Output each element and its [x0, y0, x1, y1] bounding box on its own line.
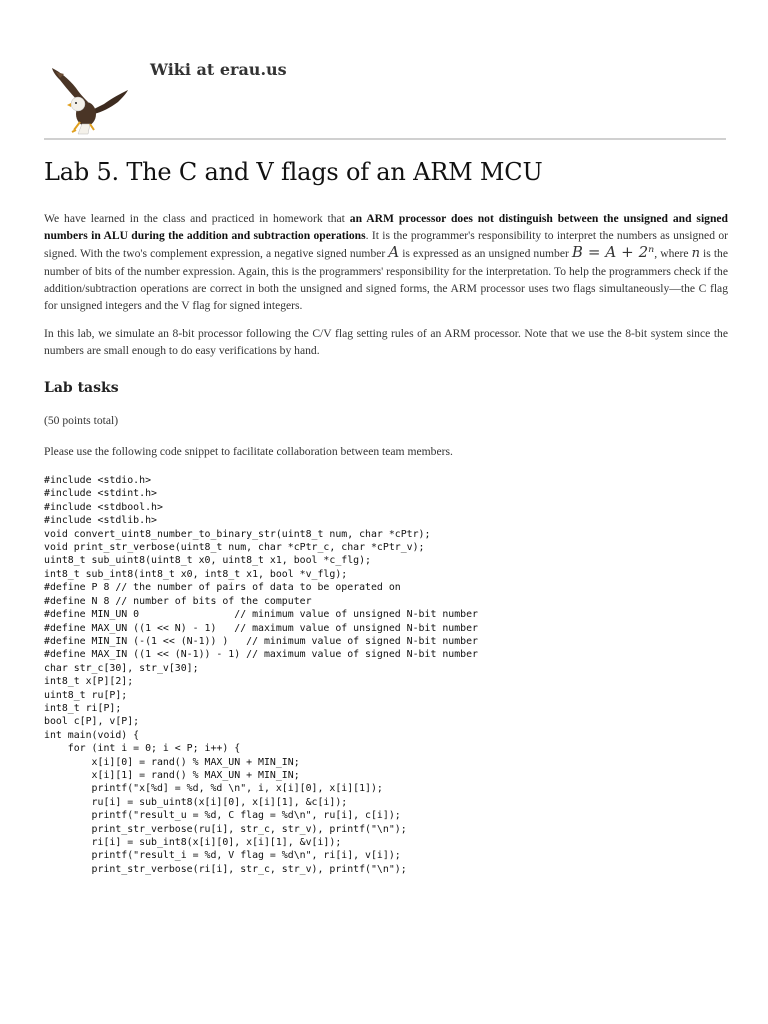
code-line: #define P 8 // the number of pairs of data to be operated on [44, 582, 401, 594]
code-line: char str_c[30], str_v[30]; [44, 662, 199, 674]
code-line: int8_t x[P][2]; [44, 676, 134, 688]
code-line: for (int i = 0; i < P; i++) { [44, 743, 241, 755]
code-line: #include <stdint.h> [44, 488, 157, 500]
points-total: (50 points total) [44, 413, 119, 427]
code-line: void convert_uint8_number_to_binary_str(uint8_t num, char *cPtr); [44, 528, 431, 540]
code-includes [44, 474, 728, 528]
code-unsigned-sub [44, 796, 728, 836]
intro-paragraph-2: In this lab, we simulate an 8-bit processor following the C/V flag setting rules of an ARM processor. Note that we use the 8-bit system since the numbers are small enough to do easy verifications by hand. [44, 327, 728, 358]
code-signed-sub [44, 836, 728, 876]
code-line: printf("x[%d] = %d, %d \n", i, x[i][0], x[i][1]); [44, 783, 383, 795]
code-line: #define MIN_UN 0 // minimum value of unsigned N-bit number [44, 609, 479, 621]
code-line: printf("result_u = %d, C flag = %d\n", ru[i], c[i]); [44, 810, 401, 822]
header-divider [44, 138, 726, 140]
code-line: #define MAX_UN ((1 << N) - 1) // maximum value of unsigned N-bit number [44, 622, 479, 634]
code-line: uint8_t sub_uint8(uint8_t x0, uint8_t x1, bool *c_flg); [44, 555, 371, 567]
code-prototypes [44, 528, 728, 582]
code-line: #include <stdlib.h> [44, 515, 157, 527]
code-line: print_str_verbose(ru[i], str_c, str_v), printf("\n"); [44, 823, 407, 835]
code-snippet [44, 474, 728, 876]
code-line: #include <stdbool.h> [44, 501, 163, 513]
code-line: #define MIN_IN (-(1 << (N-1)) ) // minimum value of signed N-bit number [44, 635, 479, 647]
code-line: int main(void) { [44, 729, 140, 741]
site-title-link[interactable]: Wiki at erau.us [150, 60, 287, 79]
eagle-logo-icon[interactable] [50, 64, 130, 140]
code-line: int8_t sub_int8(int8_t x0, int8_t x1, bool *v_flg); [44, 568, 348, 580]
bold-emphasis: an ARM processor does not distinguish between the unsigned and signed numbers in ALU during the addition and subtraction operations [44, 212, 729, 243]
math-A: A [388, 243, 400, 262]
math-n: n [691, 246, 700, 262]
code-main-loop-start [44, 729, 728, 796]
math-formula: B = A + 2ⁿ [571, 243, 655, 262]
code-line: printf("result_i = %d, V flag = %d\n", ri[i], v[i]); [44, 850, 401, 862]
lab-tasks-heading: Lab tasks [44, 379, 119, 396]
code-globals [44, 662, 728, 729]
code-instruction: Please use the following code snippet to facilitate collaboration between team members. [44, 444, 453, 458]
code-line: ru[i] = sub_uint8(x[i][0], x[i][1], &c[i]); [44, 796, 348, 808]
code-line: #include <stdio.h> [44, 475, 152, 487]
code-line: #define MAX_IN ((1 << (N-1)) - 1) // maximum value of signed N-bit number [44, 649, 479, 661]
code-line: x[i][1] = rand() % MAX_UN + MIN_IN; [44, 769, 300, 781]
site-header [44, 58, 726, 138]
main-content [44, 210, 728, 876]
code-line: print_str_verbose(ri[i], str_c, str_v), printf("\n"); [44, 863, 407, 875]
code-line: void print_str_verbose(uint8_t num, char *cPtr_c, char *cPtr_v); [44, 542, 425, 554]
code-line: uint8_t ru[P]; [44, 689, 128, 701]
intro-paragraph-1: We have learned in the class and practiced in homework that an ARM processor does not distinguish between the unsigned and signed numbers in ALU during the addition and subtraction operations. It is the programmer's responsibility to interpret the numbers as unsigned or signed. With the two's complement expression, a negative signed number A is expressed as an unsigned number B = A + 2ⁿ, where n is the number of bits of the number expression. Again, this is the programmers' responsibility for the interpretation. To help the programmers check if the addition/subtraction operations are correct in both the unsigned and signed forms, the ARM processor uses two flags simultaneously—the C flag for unsigned integers and the V flag for signed integers. [44, 212, 729, 313]
code-line: ri[i] = sub_int8(x[i][0], x[i][1], &v[i]); [44, 837, 342, 848]
code-line: x[i][0] = rand() % MAX_UN + MIN_IN; [44, 756, 300, 768]
page-title: Lab 5. The C and V flags of an ARM MCU [44, 158, 543, 186]
code-line: #define N 8 // number of bits of the computer [44, 595, 312, 607]
code-line: int8_t ri[P]; [44, 702, 122, 714]
code-defines [44, 581, 728, 661]
code-line: bool c[P], v[P]; [44, 716, 140, 728]
